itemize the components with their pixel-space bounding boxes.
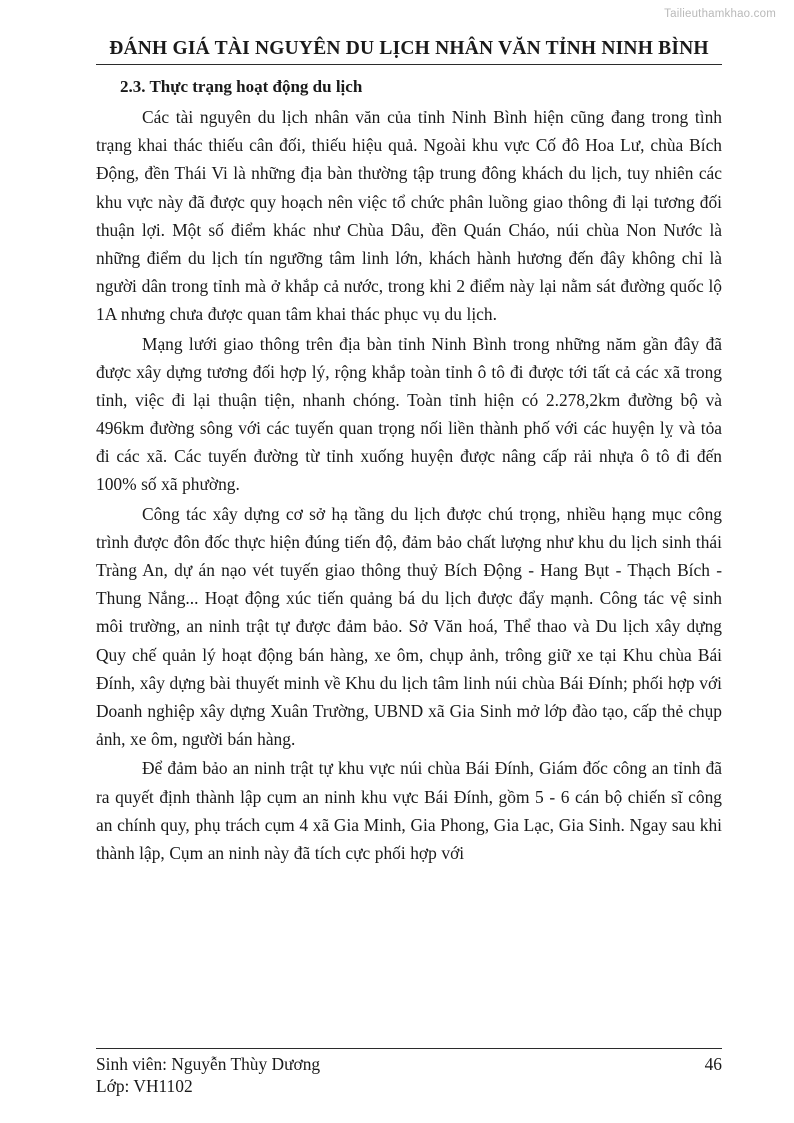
running-header-title: ĐÁNH GIÁ TÀI NGUYÊN DU LỊCH NHÂN VĂN TỈNH NINH BÌNH — [109, 38, 709, 59]
footer-divider — [96, 1048, 722, 1049]
body-paragraph-3: Công tác xây dựng cơ sở hạ tầng du lịch được chú trọng, nhiều hạng mục công trình được đôn đốc thực hiện đúng tiến độ, đảm bảo chất lượng như khu du lịch sinh thái Tràng An, dự án nạo vét tuyến giao thông thuỷ Bích Động - Hang Bụt - Thạch Bích - Thung Nắng... Hoạt động xúc tiến quảng bá du lịch được đẩy mạnh. Công tác vệ sinh môi trường, an ninh trật tự được đảm bảo. Sở Văn hoá, Thể thao và Du lịch xây dựng Quy chế quản lý hoạt động bán hàng, xe ôm, chụp ảnh, trông giữ xe tại Khu chùa Bái Đính, xây dựng bài thuyết minh về Khu du lịch tâm linh núi chùa Bái Đính; phối hợp với Doanh nghiệp xây dựng Xuân Trường, UBND xã Gia Sinh mở lớp đào tạo, cấp thẻ chụp ảnh, xe ôm, người bán hàng. — [96, 503, 722, 750]
body-paragraph-1: Các tài nguyên du lịch nhân văn của tỉnh Ninh Bình hiện cũng đang trong tình trạng khai thác thiếu cân đối, thiếu hiệu quả. Ngoài khu vực Cố đô Hoa Lư, chùa Bích Động, đền Thái Vi là những địa bàn thường tập trung đông khách du lịch, tuy nhiên các khu vực này đã được quy hoạch nên việc tổ chức phân luồng giao thông đi lại tương đối thuận lợi. Một số điểm khác như Chùa Dâu, đền Quán Cháo, núi chùa Non Nước là những điểm du lịch tín ngưỡng tâm linh lớn, khách hành hương đến đây không chỉ là người dân trong tỉnh mà ở khắp cả nước, trong khi 2 điểm này lại nằm sát đường quốc lộ 1A nhưng chưa được quan tâm khai thác phục vụ du lịch. — [96, 107, 722, 325]
section-heading: 2.3. Thực trạng hoạt động du lịch — [120, 77, 363, 96]
watermark-text: Tailieuthamkhao.com — [664, 8, 776, 20]
footer-class-name: Lớp: VH1102 — [96, 1076, 193, 1096]
page-footer — [96, 1048, 722, 1097]
page-content — [96, 38, 722, 868]
header-divider — [96, 64, 722, 65]
footer-row — [96, 1054, 722, 1097]
body-paragraph-4: Để đảm bảo an ninh trật tự khu vực núi chùa Bái Đính, Giám đốc công an tỉnh đã ra quyết định thành lập cụm an ninh khu vực Bái Đính, gồm 5 - 6 cán bộ chiến sĩ công an chính quy, phụ trách cụm 4 xã Gia Minh, Gia Phong, Gia Lạc, Gia Sinh. Ngay sau khi thành lập, Cụm an ninh này đã tích cực phối hợp với — [96, 758, 722, 863]
body-paragraph-2: Mạng lưới giao thông trên địa bàn tỉnh Ninh Bình trong những năm gần đây đã được xây dựng tương đối hợp lý, rộng khắp toàn tỉnh ô tô đi được tới tất cả các xã trong tỉnh, việc đi lại thuận tiện, nhanh chóng. Toàn tỉnh hiện có 2.278,2km đường bộ và 496km đường sông với các tuyến quan trọng nối liền thành phố với các huyện lỵ và tỏa đi các xã. Các tuyến đường từ tỉnh xuống huyện được nâng cấp rải nhựa ô tô đi đến 100% số xã phường. — [96, 333, 722, 495]
page-number: 46 — [704, 1054, 722, 1074]
footer-student-name: Sinh viên: Nguyễn Thùy Dương — [96, 1054, 321, 1074]
footer-author-block — [96, 1054, 320, 1097]
